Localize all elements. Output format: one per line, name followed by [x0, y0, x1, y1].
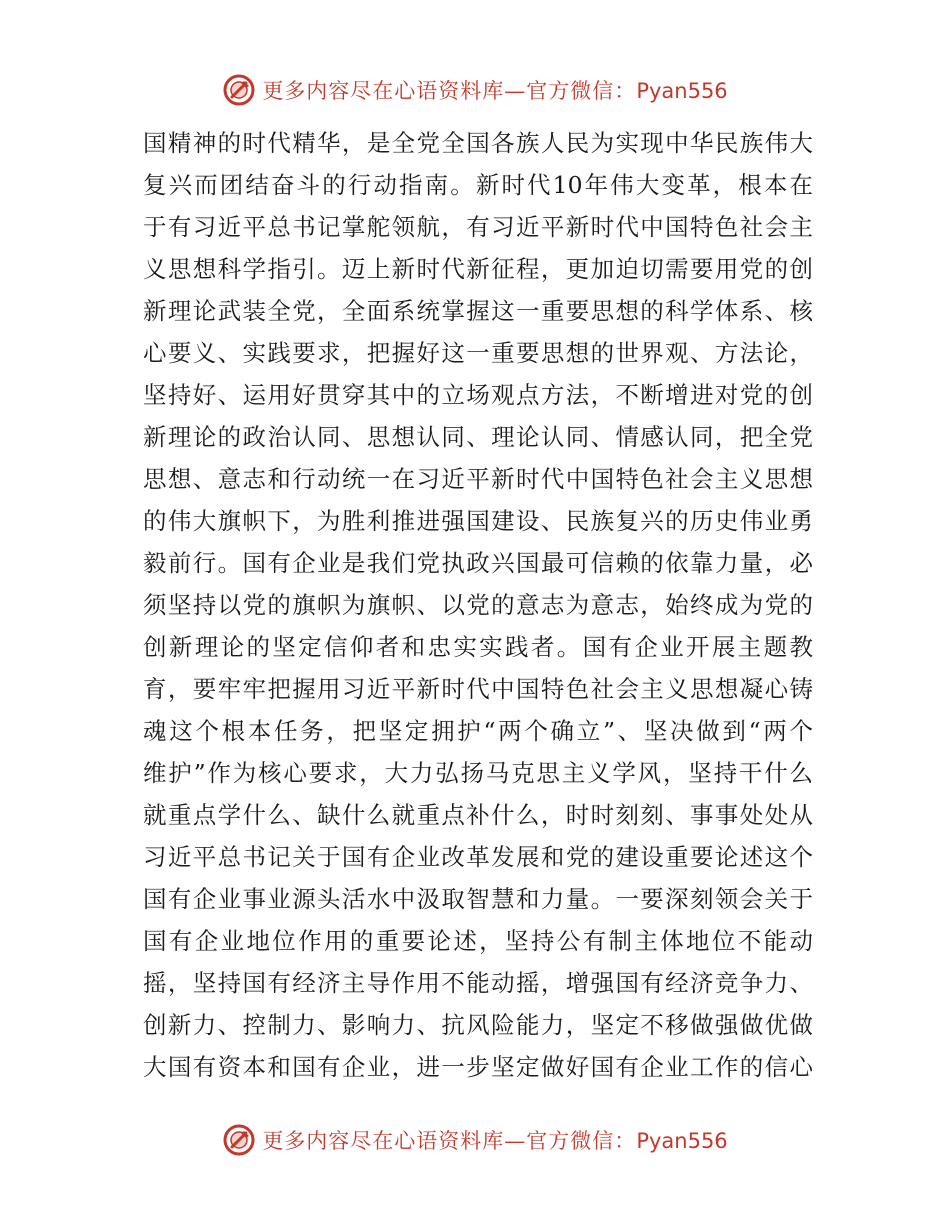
text-line: 创新力、控制力、影响力、抗风险能力，坚定不移做强做优做	[143, 1011, 813, 1039]
text-line: 坚持好、运用好贯穿其中的立场观点方法，不断增进对党的创	[143, 381, 813, 409]
seal-logo-icon	[222, 73, 256, 107]
text-line: 习近平总书记关于国有企业改革发展和党的建设重要论述这个	[143, 843, 813, 871]
text-line: 大国有资本和国有企业，进一步坚定做好国有企业工作的信心	[143, 1053, 813, 1081]
text-line: 思想、意志和行动统一在习近平新时代中国特色社会主义思想	[143, 465, 813, 493]
body-text	[143, 122, 813, 1088]
footer-wechat-id: Pyan556	[636, 1129, 728, 1153]
text-line: 复兴而团结奋斗的行动指南。新时代10年伟大变革，根本在	[143, 171, 813, 199]
text-line: 须坚持以党的旗帜为旗帜、以党的意志为意志，始终成为党的	[143, 591, 813, 619]
text-line: 就重点学什么、缺什么就重点补什么，时时刻刻、事事处处从	[143, 801, 813, 829]
text-line: 摇，坚持国有经济主导作用不能动摇，增强国有经济竞争力、	[143, 969, 813, 997]
header-banner	[0, 70, 950, 110]
text-line: 心要义、实践要求，把握好这一重要思想的世界观、方法论，	[143, 339, 813, 367]
text-line: 新理论武装全党，全面系统掌握这一重要思想的科学体系、核	[143, 297, 813, 325]
footer-banner-text: 更多内容尽在心语资料库—官方微信：	[262, 1129, 637, 1153]
text-line: 新理论的政治认同、思想认同、理论认同、情感认同，把全党	[143, 423, 813, 451]
text-line: 创新理论的坚定信仰者和忠实实践者。国有企业开展主题教	[143, 633, 813, 661]
text-line: 育，要牢牢把握用习近平新时代中国特色社会主义思想凝心铸	[143, 675, 813, 703]
text-line: 义思想科学指引。迈上新时代新征程，更加迫切需要用党的创	[143, 255, 813, 283]
seal-logo-icon	[222, 1123, 256, 1157]
text-line: 国有企业事业源头活水中汲取智慧和力量。一要深刻领会关于	[143, 885, 813, 913]
footer-banner	[0, 1120, 950, 1160]
text-line: 国有企业地位作用的重要论述，坚持公有制主体地位不能动	[143, 927, 813, 955]
text-line: 于有习近平总书记掌舵领航，有习近平新时代中国特色社会主	[143, 213, 813, 241]
text-line: 的伟大旗帜下，为胜利推进强国建设、民族复兴的历史伟业勇	[143, 507, 813, 535]
header-banner-text: 更多内容尽在心语资料库—官方微信：	[262, 79, 637, 103]
text-line: 毅前行。国有企业是我们党执政兴国最可信赖的依靠力量，必	[143, 549, 813, 577]
text-line: 维护”作为核心要求，大力弘扬马克思主义学风，坚持干什么	[143, 759, 813, 787]
header-wechat-id: Pyan556	[636, 79, 728, 103]
text-line: 国精神的时代精华，是全党全国各族人民为实现中华民族伟大	[143, 129, 813, 157]
text-line: 魂这个根本任务，把坚定拥护“两个确立”、坚决做到“两个	[143, 717, 813, 745]
